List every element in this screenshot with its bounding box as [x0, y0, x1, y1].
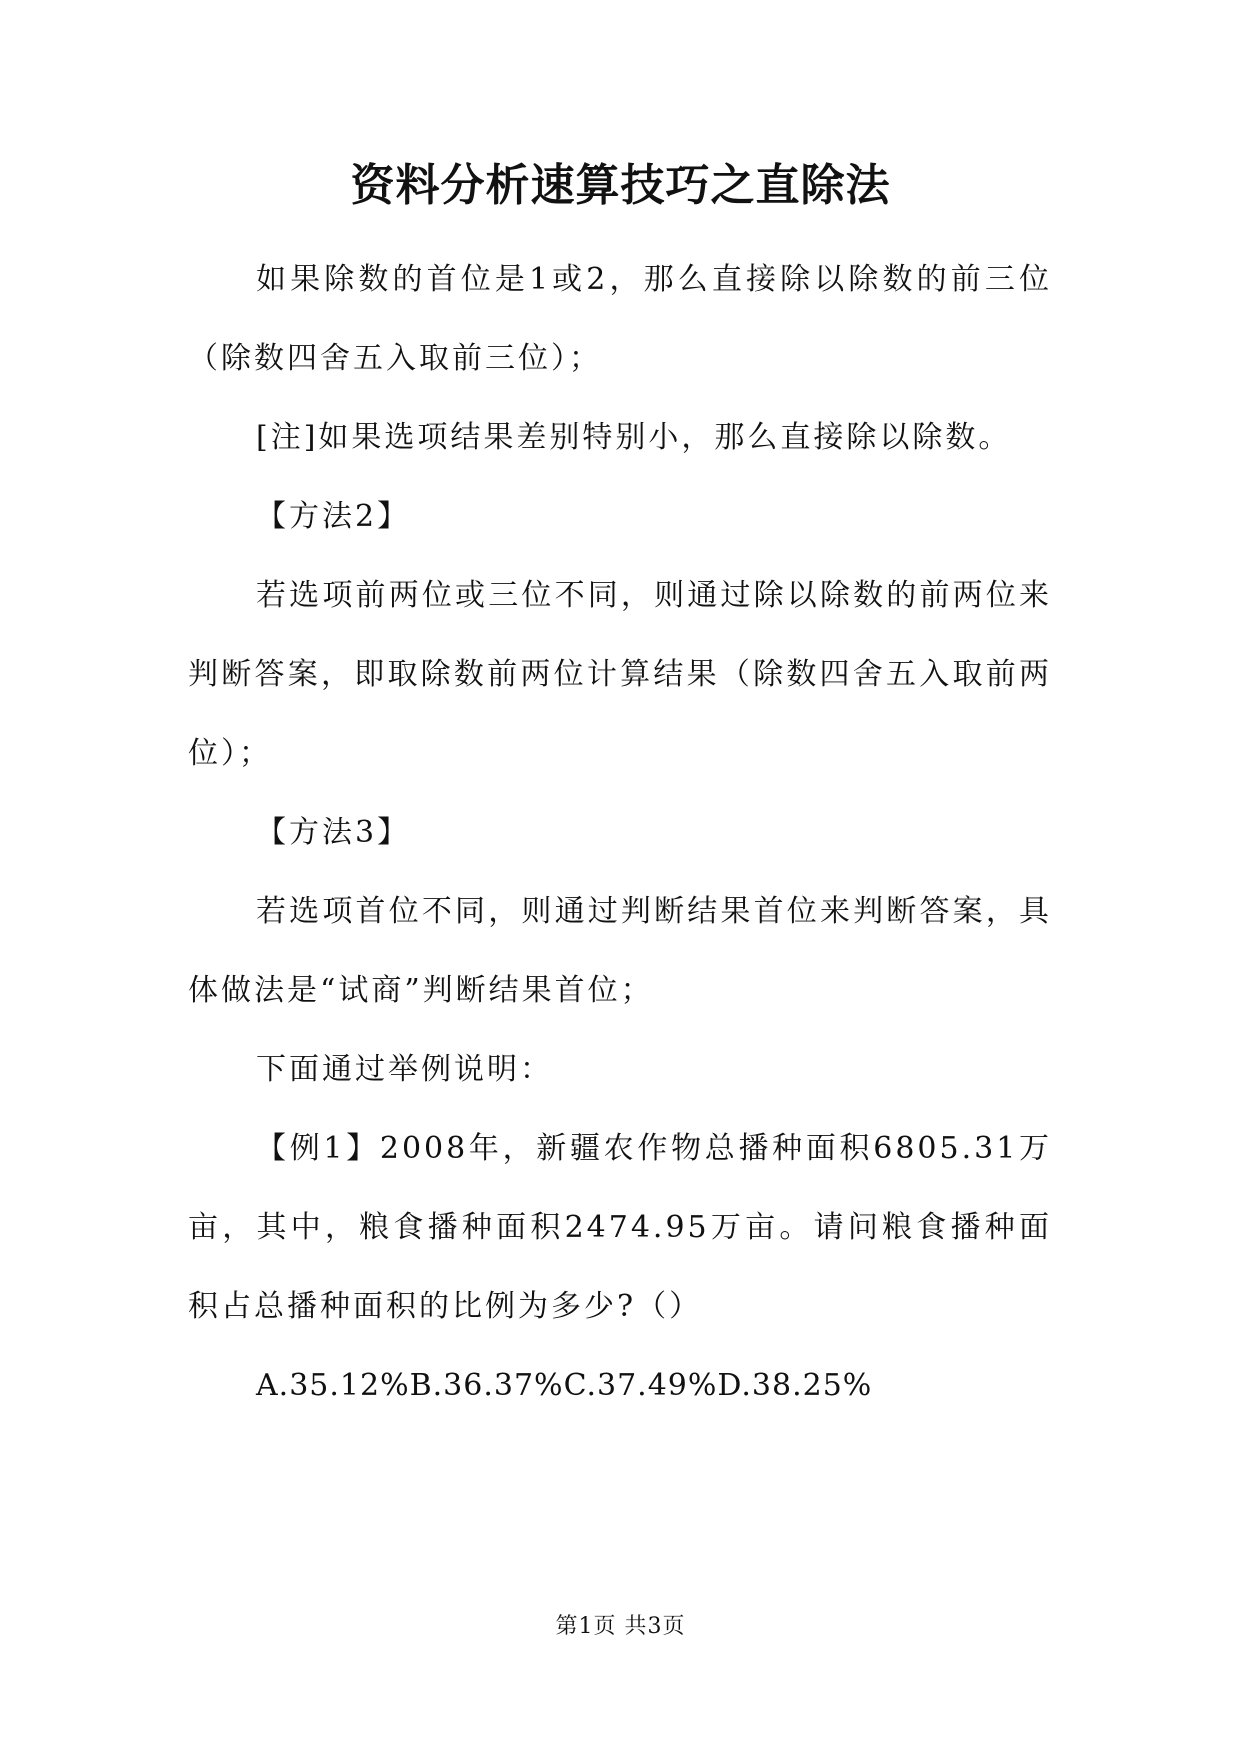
heading-method-3: 【方法3】	[256, 815, 411, 850]
document-body	[188, 240, 1052, 1425]
paragraph-method-2: 若选项前两位或三位不同，则通过除以除数的前两位来判断答案，即取除数前两位计算结果（除数四舍五入取前两位）；	[188, 578, 1052, 771]
answer-options: A.35.12%B.36.37%C.37.49%D.38.25%	[256, 1368, 873, 1403]
paragraph-note: [注]如果选项结果差别特别小，那么直接除以除数。	[256, 420, 1012, 455]
heading-method-2: 【方法2】	[256, 499, 411, 534]
paragraph-example-1: 【例1】2008年，新疆农作物总播种面积6805.31万亩，其中，粮食播种面积2474.95万亩。请问粮食播种面积占总播种面积的比例为多少?（）	[188, 1131, 1052, 1324]
document-title: 资料分析速算技巧之直除法	[350, 160, 891, 211]
paragraph-example-intro: 下面通过举例说明：	[256, 1052, 553, 1087]
page-footer: 第1页 共3页	[555, 1614, 686, 1639]
paragraph-direct-divide-rule: 如果除数的首位是1或2，那么直接除以除数的前三位（除数四舍五入取前三位）；	[188, 262, 1052, 376]
paragraph-method-3: 若选项首位不同，则通过判断结果首位来判断答案，具体做法是“试商”判断结果首位；	[188, 894, 1052, 1008]
